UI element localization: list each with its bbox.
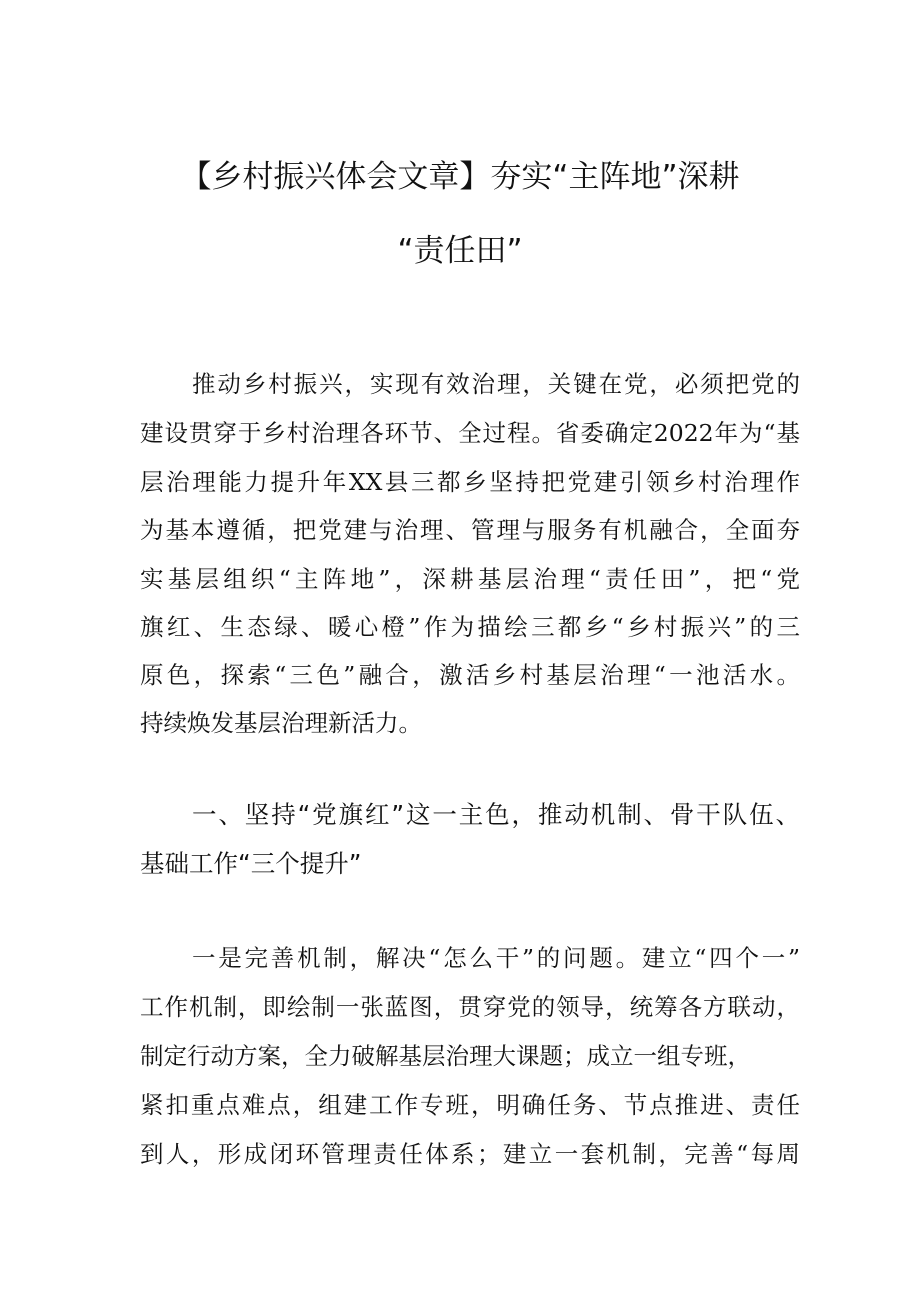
section-paragraph-line-3: 制定行动方案，全力破解基层治理大课题；成立一组专班， xyxy=(140,1042,751,1070)
section-heading-line-1: 一、坚持“党旗红”这一主色，推动机制、骨干队伍、 xyxy=(192,800,800,829)
intro-line-5: 实基层组织“主阵地”，深耕基层治理“责任田”，把“党 xyxy=(140,565,800,593)
intro-line-3: 层治理能力提升年XX县三都乡坚持把党建引领乡村治理作 xyxy=(140,468,800,496)
section-paragraph-line-5: 到人，形成闭环管理责任体系；建立一套机制，完善“每周 xyxy=(140,1140,800,1168)
intro-line-1: 推动乡村振兴，实现有效治理，关键在党，必须把党的 xyxy=(192,370,800,398)
intro-line-8: 持续焕发基层治理新活力。 xyxy=(140,709,422,737)
document-title-line-2: “责任田” xyxy=(397,233,523,269)
intro-line-7: 原色，探索“三色”融合，激活乡村基层治理“一池活水。 xyxy=(140,661,800,689)
section-heading-line-2: 基础工作“三个提升” xyxy=(140,849,362,878)
section-paragraph-line-4: 紧扣重点难点，组建工作专班，明确任务、节点推进、责任 xyxy=(140,1091,800,1119)
intro-line-4: 为基本遵循，把党建与治理、管理与服务有机融合，全面夯 xyxy=(140,516,800,544)
document-title-line-1: 【乡村振兴体会文章】夯实“主阵地”深耕 xyxy=(180,159,740,195)
intro-line-2: 建设贯穿于乡村治理各环节、全过程。省委确定2022年为“基 xyxy=(140,419,800,447)
section-paragraph-line-1: 一是完善机制，解决“怎么干”的问题。建立“四个一” xyxy=(192,944,800,972)
intro-line-6: 旗红、生态绿、暖心橙”作为描绘三都乡“乡村振兴”的三 xyxy=(140,613,800,641)
section-paragraph-line-2: 工作机制，即绘制一张蓝图，贯穿党的领导，统筹各方联动， xyxy=(140,993,800,1021)
